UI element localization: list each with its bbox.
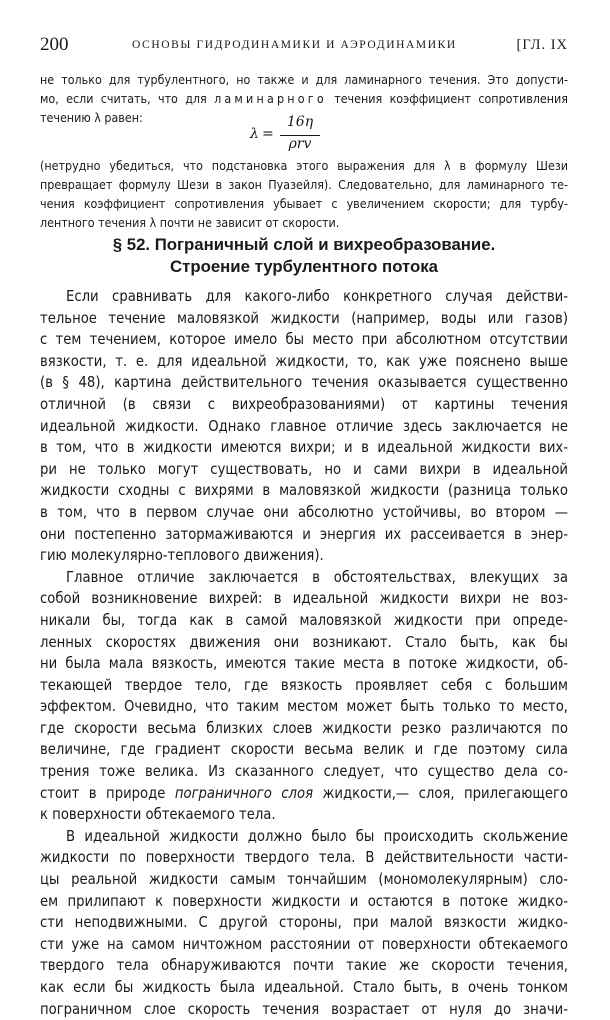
text-line: пограничном слое скорость течения возрастает от нуля до значи- [40, 1000, 568, 1018]
text-line: эффектом. Очевидно, что таким местом может быть только то место, [40, 698, 568, 716]
text-line: жидкости сходны с вихрями в маловязкой жидкости (разница только [40, 482, 568, 500]
text-fragment: мо, если считать, что для [40, 91, 207, 106]
formula-denominator: ρrv [288, 136, 312, 152]
text-line: тельное течение маловязкой жидкости (например, воды или газов) [40, 309, 568, 327]
text-line: сти уже на самом ничтожном расстоянии от поверхности обтекаемого [40, 935, 568, 953]
text-line: собой возникновение вихрей: в идеальной жидкости вихри не воз- [40, 590, 568, 608]
text-line: в том, что в жидкости имеются вихри; и в идеальной жидкости вих- [40, 439, 568, 457]
text-line: где скорости весьма близких слоев жидкости резко различаются по [40, 719, 568, 737]
text-line: течению λ равен: [40, 110, 143, 125]
page-number: 200 [40, 34, 69, 55]
lambda-formula [250, 114, 370, 158]
text-line: никали бы, тогда как в самой маловязкой жидкости при опреде- [40, 611, 568, 629]
formula-lhs: λ [250, 126, 259, 142]
text-line [40, 783, 568, 805]
section-heading-line: § 52. Пограничный слой и вихреобразование. [112, 235, 496, 254]
section-heading [40, 234, 568, 278]
text-line: цы реальной жидкости самым тончайшим (мономолекулярным) сло- [40, 871, 568, 889]
text-line: сти неподвижными. С другой стороны, при малой вязкости жидко- [40, 914, 568, 932]
text-fragment: жидкости,— слоя, прилегающего [313, 784, 568, 802]
text-line: лентного течения λ почти не зависит от скорости. [40, 215, 340, 230]
small-print-bottom [40, 156, 568, 232]
text-line: к поверхности обтекаемого тела. [40, 806, 276, 824]
text-line: текающей твердое тело, где вязкость проявляет себя с большим [40, 676, 568, 694]
formula-equals: = [262, 126, 274, 142]
text-line: величине, где градиент скорости весьма велик и где поэтому сила [40, 741, 568, 759]
text-line: превращает формулу Шези в закон Пуазейля). Следовательно, для ламинарного те- [40, 177, 568, 192]
formula-numerator: 16η [286, 114, 314, 130]
chapter-reference: [ГЛ. IX [516, 37, 568, 53]
spaced-emphasis: ламинарного [214, 91, 327, 106]
text-line: (нетрудно убедиться, что подстановка этого выражения для λ в формулу Шези [40, 158, 568, 173]
text-line: вязкости, т. е. для идеальной жидкости, то, как уже пояснено выше [40, 352, 568, 370]
text-line: Если сравнивать для какого-либо конкретного случая действи- [66, 288, 568, 305]
text-line: ем прилипают к поверхности жидкости и остаются в потоке жидко- [40, 892, 568, 910]
text-line [40, 89, 568, 108]
section-heading-line: Строение турбулентного потока [169, 257, 439, 276]
running-header [40, 34, 568, 60]
body-text [40, 286, 568, 1020]
paragraph-1 [40, 286, 568, 567]
text-line: ленных скоростях движения они возникают. Стало быть, как бы [40, 633, 568, 651]
paragraph-3 [40, 826, 568, 1020]
text-fragment: стоит в природе [40, 784, 175, 802]
text-line: трения тоже велика. Из сказанного следует, что существо дела со- [40, 763, 568, 781]
text-line: чения коэффициент сопротивления убывает с увеличением скорости; для турбу- [40, 196, 568, 211]
text-fragment: течения коэффициент сопротивления [334, 91, 568, 106]
text-line: Главное отличие заключается в обстоятельствах, влекущих за [66, 568, 568, 586]
text-line: гию молекулярно-теплового движения). [40, 547, 324, 565]
text-line: идеальной жидкости. Однако главное отличие здесь заключается не [40, 417, 568, 435]
text-line: (в § 48), картина действительного течения оказывается существенно [40, 374, 568, 392]
paragraph-2 [40, 567, 568, 826]
text-line: они постепенно затормаживаются и энергия их рассеивается в энер- [40, 525, 568, 543]
text-line: жидкости по поверхности твердого тела. В действительности части- [40, 849, 568, 867]
text-line: ни была мала вязкость, имеются такие места в потоке жидкости, об- [40, 655, 568, 673]
text-line: отличной (в связи с вихреобразованиями) от картины течения [40, 395, 568, 413]
text-line: с тем течением, которое имело бы место при абсолютном отсутствии [40, 331, 568, 349]
text-line: как если бы жидкость была идеальной. Стало быть, в очень тонком [40, 979, 568, 996]
text-line: твердого тела обнаруживаются почти такие же скорости течения, [40, 957, 568, 975]
italic-term: пограничного слоя [174, 784, 314, 802]
text-line: в том, что в первом случае они абсолютно устойчивы, во втором — [40, 503, 568, 521]
text-line: В идеальной жидкости должно было бы происходить скольжение [66, 827, 568, 845]
text-line: не только для турбулентного, но также и для ламинарного течения. Это допусти- [40, 72, 568, 87]
running-title: ОСНОВЫ ГИДРОДИНАМИКИ И АЭРОДИНАМИКИ [132, 39, 457, 51]
text-line: ри не только могут существовать, но и сами вихри в идеальной [40, 460, 568, 478]
